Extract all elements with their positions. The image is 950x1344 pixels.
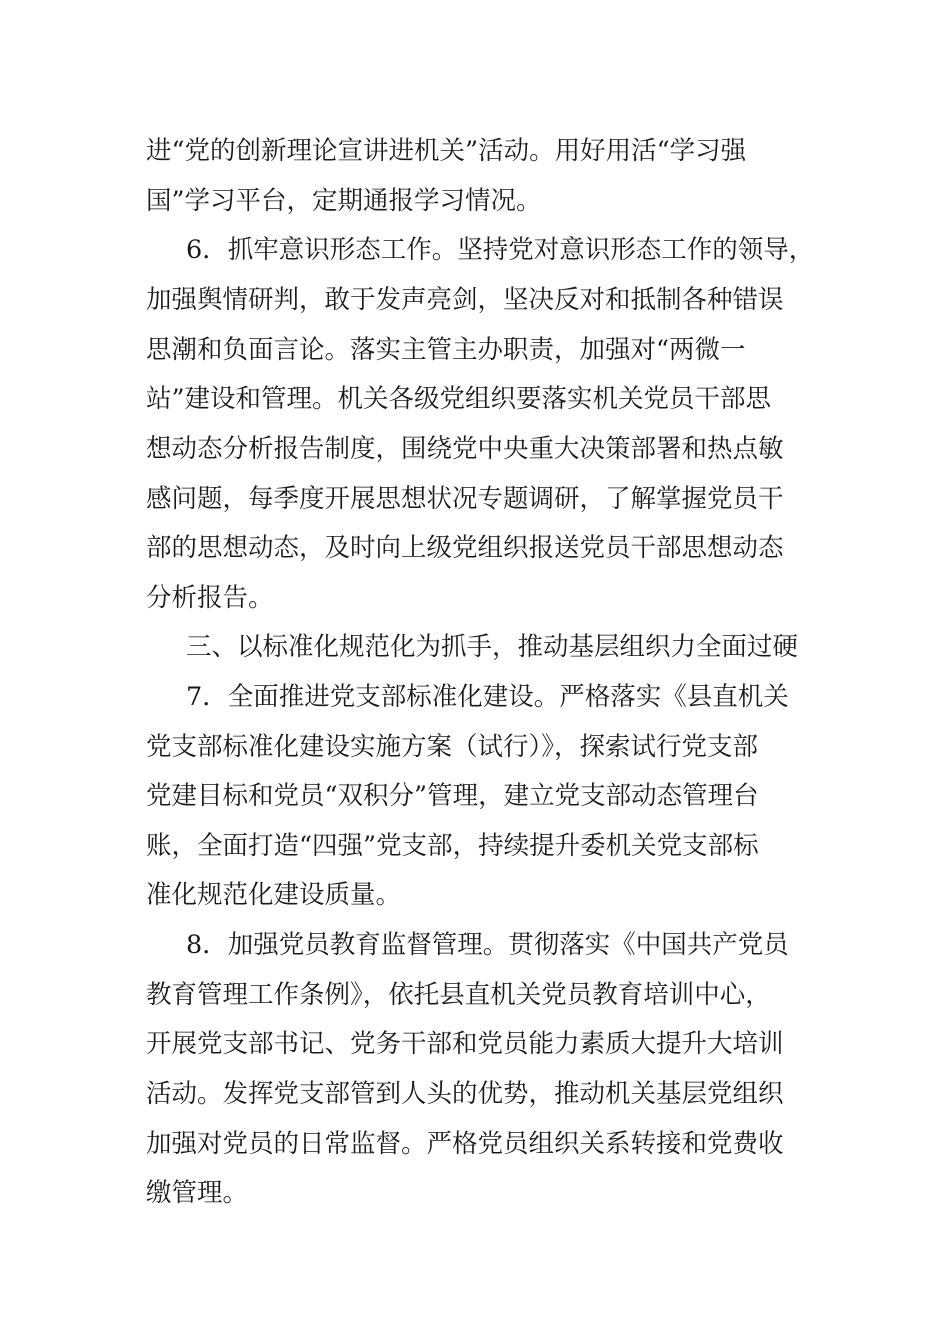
text-line: 缴管理。: [146, 1178, 249, 1208]
section-heading: 三、以标准化规范化为抓手，推动基层组织力全面过硬: [186, 632, 799, 662]
text-line: 加强舆情研判，敢于发声亮剑，坚决反对和抵制各种错误: [146, 285, 784, 315]
text-line: 党建目标和党员“双积分”管理，建立党支部动态管理台: [146, 781, 759, 811]
text-line: 分析报告。: [146, 583, 274, 613]
text-line: 活动。发挥党支部管到人头的优势，推动机关基层党组织: [146, 1079, 784, 1109]
text-line: 6．抓牢意识形态工作。坚持党对意识形态工作的领导，: [186, 235, 815, 265]
text-line: 想动态分析报告制度，围绕党中央重大决策部署和热点敏: [146, 434, 784, 464]
text-line: 站”建设和管理。机关各级党组织要落实机关党员干部思: [146, 384, 772, 414]
text-line: 8．加强党员教育监督管理。贯彻落实《中国共产党员: [186, 930, 789, 960]
text-line: 7．全面推进党支部标准化建设。严格落实《县直机关: [186, 682, 789, 712]
text-line: 思潮和负面言论。落实主管主办职责，加强对“两微一: [146, 335, 746, 365]
text-line: 准化规范化建设质量。: [146, 880, 402, 910]
text-line: 教育管理工作条例》，依托县直机关党员教育培训中心，: [146, 980, 771, 1010]
text-line: 党支部标准化建设实施方案（试行）》，探索试行党支部: [146, 732, 759, 762]
text-line: 加强对党员的日常监督。严格党员组织关系转接和党费收: [146, 1129, 784, 1159]
text-line: 账，全面打造“四强”党支部，持续提升委机关党支部标: [146, 831, 759, 861]
text-line: 开展党支部书记、党务干部和党员能力素质大提升大培训: [146, 1029, 784, 1059]
text-line: 部的思想动态，及时向上级党组织报送党员干部思想动态: [146, 533, 784, 563]
text-line: 国”学习平台，定期通报学习情况。: [146, 186, 542, 216]
text-line: 感问题，每季度开展思想状况专题调研，了解掌握党员干: [146, 484, 784, 514]
text-line: 进“党的创新理论宣讲进机关”活动。用好用活“学习强: [146, 136, 747, 166]
